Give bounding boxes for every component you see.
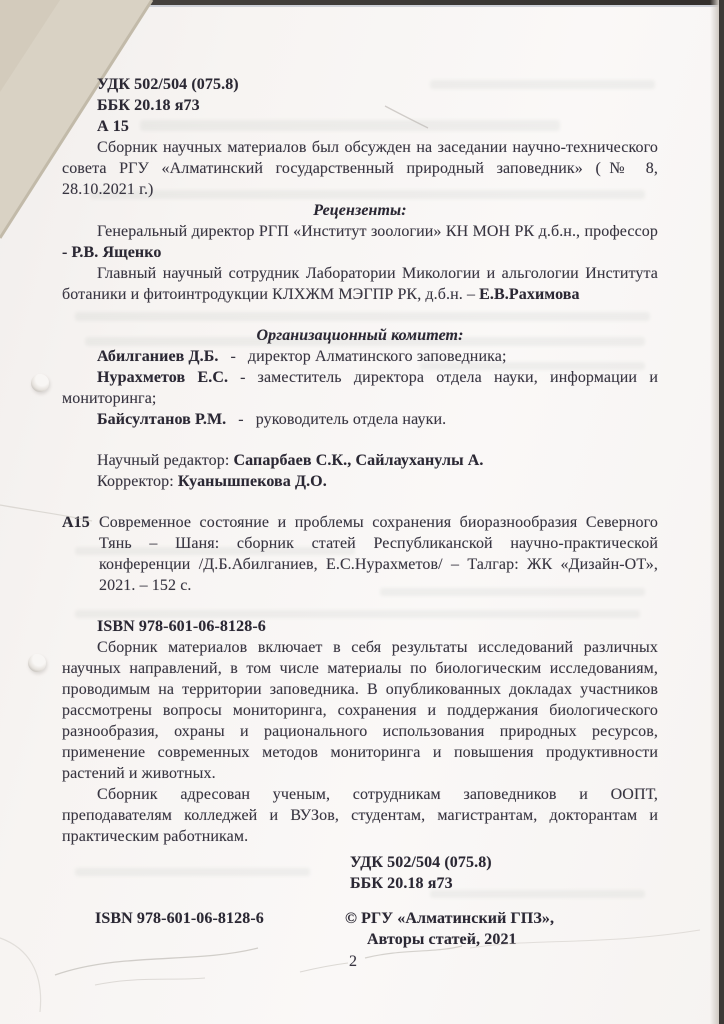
reviewer-2-name: Е.В.Рахимова: [479, 286, 580, 303]
committee-member-role: руководитель отдела науки.: [255, 411, 447, 428]
document-content: [62, 0, 658, 972]
citation-code: А15: [62, 514, 90, 531]
citation-text: Современное состояние и проблемы сохранения биоразнообразия Северного Тянь – Шаня: сборник статей Республиканской научно-практической конференции /Д.Б.Абилганиев, Е.С.Нурахметов/ – Талгар: ЖК «Дизайн-ОТ», 2021. – 152 с.: [99, 514, 658, 594]
corrector-row: [97, 471, 658, 492]
bbk-code: ББК 20.18 я73: [97, 97, 200, 114]
imprint-block: [62, 908, 658, 950]
isbn-code-footer: ISBN 978-601-06-8128-6: [95, 910, 264, 927]
reviewer-2-title: Главный научный сотрудник Лаборатории Микологии и альгологии Института ботаники и фитоинтродукции КЛХЖМ МЭГПР РК, д.б.н. –: [62, 265, 658, 303]
committee-heading: Организационный комитет:: [256, 327, 464, 344]
committee-member-name: Абилганиев Д.Б.: [97, 348, 219, 365]
reviewer-entry: [62, 221, 658, 263]
committee-member-row: [62, 409, 658, 430]
copyright-authors: Авторы статей, 2021: [367, 931, 517, 948]
corrector-name: Куанышпекова Д.О.: [177, 473, 327, 490]
udk-code-footer: УДК 502/504 (075.8): [350, 854, 492, 871]
catalog-citation: [62, 512, 658, 596]
udk-code: УДК 502/504 (075.8): [97, 76, 239, 93]
dash-separator: -: [238, 411, 244, 428]
copyright-block: [345, 908, 554, 950]
hole-punch-bottom: [28, 654, 46, 672]
approval-note: Сборник научных материалов был обсужден на заседании научно-технического совета РГУ «Алматинский государственный природный заповедник» (№ 8, 28.10.2021 г.): [62, 139, 658, 198]
dash-separator: -: [240, 369, 246, 386]
reviewer-entry: [62, 263, 658, 305]
scanner-right-edge: [719, 0, 724, 1024]
reviewer-1-name: - Р.В. Ященко: [62, 244, 162, 261]
committee-member-row: [62, 367, 658, 409]
dash-separator: -: [230, 348, 236, 365]
editors-block: [97, 450, 658, 492]
committee-member-role: директор Алматинского заповедника;: [247, 348, 507, 365]
scanner-right-shadow: [710, 0, 719, 1024]
copyright-holder: © РГУ «Алматинский ГПЗ»,: [345, 910, 555, 927]
hole-punch-top: [31, 374, 49, 392]
author-mark-code: А 15: [97, 118, 129, 135]
science-editor-names: Сапарбаев С.К., Сайлауханулы А.: [233, 452, 484, 469]
page-number: 2: [348, 953, 358, 970]
committee-member-role: заместитель директора отдела науки, информации и мониторинга;: [62, 369, 658, 407]
committee-member-name: Байсултанов Р.М.: [97, 411, 227, 428]
committee-member-row: [62, 346, 658, 367]
science-editor-row: [97, 450, 658, 471]
bbk-code-footer: ББК 20.18 я73: [350, 875, 453, 892]
committee-member-name: Нурахметов Е.С.: [97, 369, 229, 386]
corrector-label: Корректор:: [97, 473, 178, 490]
annotation-paragraph: Сборник материалов включает в себя результаты исследований различных научных направлений, в том числе материалы по биологическим исследованиям, проводимым на территории заповедника. В опубликованных докладах участников рассмотрены вопросы мониторинга, сохранения и поддержания биологического разнообразия, охраны и рационального использования природных ресурсов, применение современных методов мониторинга и повышения продуктивности растений и животных.: [62, 639, 658, 782]
reviewers-heading: Рецензенты:: [313, 202, 407, 219]
reviewer-1-title: Генеральный директор РГП «Институт зоологии» КН МОН РК д.б.н., профессор: [97, 223, 658, 240]
annotation-paragraph: Сборник адресован ученым, сотрудникам заповедников и ООПТ, преподавателям колледжей и ВУЗов, студентам, магистрантам, докторантам и практическим работникам.: [62, 786, 658, 845]
isbn-code: ISBN 978-601-06-8128-6: [97, 618, 266, 635]
science-editor-label: Научный редактор:: [97, 452, 234, 469]
